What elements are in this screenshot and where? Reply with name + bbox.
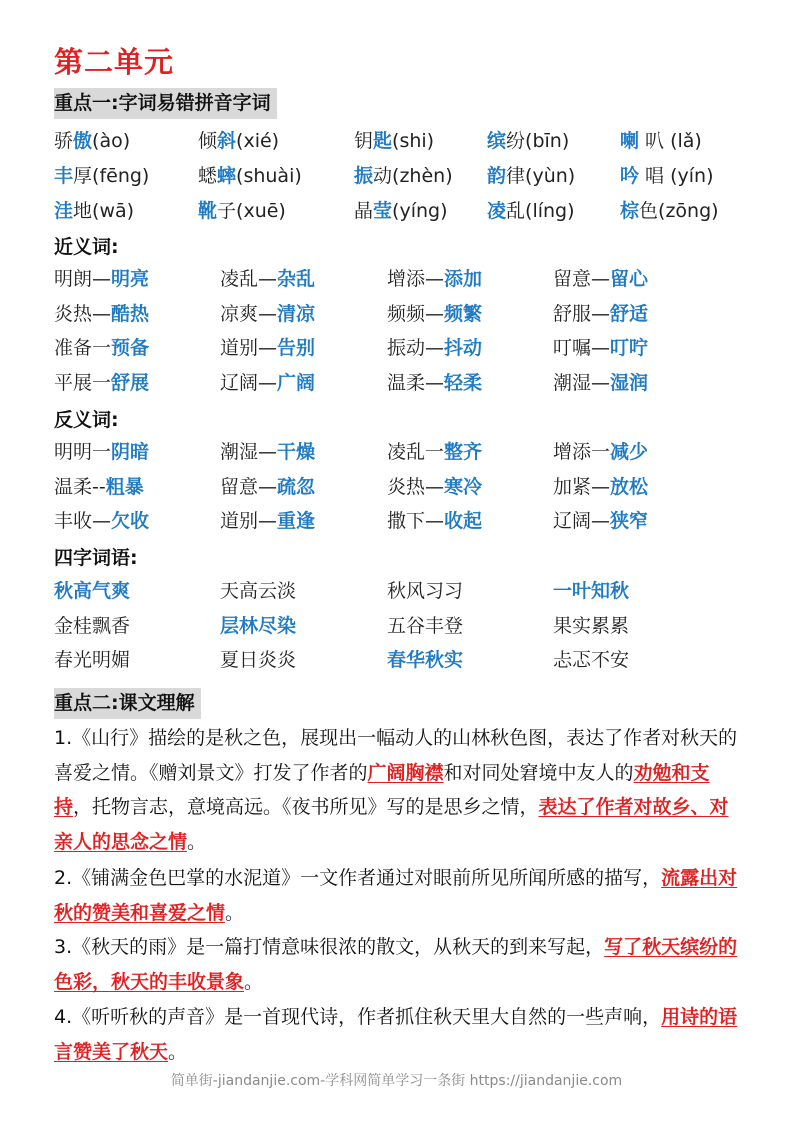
key-phrase: 流露出对秋的赞美和喜爱之情 <box>54 867 738 924</box>
synonym-pair <box>220 262 315 296</box>
base-word: 道别— <box>220 337 278 360</box>
pinyin-reading: (líng) <box>525 200 575 222</box>
synonym-row <box>0 331 793 365</box>
paragraph-1 <box>54 721 744 859</box>
pinyin-word <box>54 194 134 228</box>
synonym-pair <box>553 331 648 365</box>
pinyin-reading: (xié) <box>236 130 280 152</box>
idiom: 天高云淡 <box>220 580 297 602</box>
word-char: 蟋 <box>198 165 218 187</box>
idiom: 秋高气爽 <box>54 580 131 602</box>
highlighted-char: 凌 <box>487 200 507 222</box>
paired-word: 重逢 <box>277 510 316 533</box>
paired-word: 收起 <box>444 510 483 533</box>
paragraph-text: 和对同处窘境中友人的 <box>443 761 634 784</box>
idiom-row <box>0 643 793 677</box>
base-word: 炎热— <box>387 475 445 498</box>
paired-word: 干燥 <box>277 441 316 463</box>
pinyin-reading: (yùn) <box>525 165 576 187</box>
pinyin-reading: (ào) <box>92 130 131 152</box>
word-char: 地 <box>73 200 93 222</box>
base-word: 温柔— <box>387 371 445 394</box>
word-char: 律 <box>506 165 526 187</box>
highlighted-char: 吟 <box>620 165 640 187</box>
idiom: 忐忑不安 <box>553 649 630 672</box>
paired-word: 放松 <box>610 475 649 498</box>
synonyms-label: 近义词: <box>54 236 119 258</box>
base-word: 平展一 <box>54 371 112 394</box>
highlighted-char: 丰 <box>54 165 74 187</box>
antonym-row <box>0 504 793 538</box>
idiom: 春光明媚 <box>54 649 131 672</box>
base-word: 振动— <box>387 337 445 360</box>
paired-word: 杂乱 <box>277 268 316 290</box>
paired-word: 频繁 <box>444 302 483 325</box>
base-word: 辽阔— <box>220 371 278 394</box>
pinyin-reading: (shuài) <box>236 165 302 187</box>
idiom: 一叶知秋 <box>553 580 630 602</box>
base-word: 加紧— <box>553 475 611 498</box>
base-word: 叮嘱— <box>553 337 611 360</box>
base-word: 温柔-- <box>54 475 106 498</box>
synonym-pair <box>220 366 315 400</box>
synonym-pair <box>387 331 482 365</box>
base-word: 凌乱— <box>220 268 278 290</box>
pinyin-word <box>354 159 453 193</box>
pinyin-word <box>198 124 279 158</box>
pinyin-word <box>620 194 719 228</box>
paired-word: 粗暴 <box>105 475 144 498</box>
word-char: 子 <box>217 200 237 222</box>
footer-watermark-text: 简单街-jiandanjie.com-学科网简单学习一条街 https://jiandanjie.com <box>170 1073 623 1089</box>
base-word: 准备一 <box>54 337 112 360</box>
pinyin-reading: (yín) <box>664 165 714 187</box>
paired-word: 舒适 <box>610 302 649 325</box>
base-word: 留意— <box>553 268 611 290</box>
paired-word: 告别 <box>277 337 316 360</box>
antonym-pair <box>54 470 144 504</box>
pinyin-reading: (bīn) <box>525 130 570 152</box>
paragraph-text: 。 <box>225 901 245 924</box>
idiom-row <box>0 574 793 608</box>
base-word: 明朗— <box>54 268 112 290</box>
paired-word: 清凉 <box>277 302 316 325</box>
synonym-pair <box>54 331 149 365</box>
synonym-pair <box>54 297 149 331</box>
word-char: 乱 <box>506 200 526 222</box>
pinyin-word <box>620 159 714 193</box>
paragraph-4 <box>54 1000 744 1069</box>
synonym-pair <box>220 297 315 331</box>
antonym-pair <box>220 435 315 469</box>
idiom: 秋风习习 <box>387 580 464 602</box>
word-char: 钥 <box>354 130 374 152</box>
paragraph-3 <box>54 930 744 999</box>
highlighted-char: 韵 <box>487 165 507 187</box>
idiom: 金桂飘香 <box>54 614 131 637</box>
paired-word: 疏忽 <box>277 475 316 498</box>
pinyin-word <box>487 159 575 193</box>
highlighted-char: 靴 <box>198 200 218 222</box>
paired-word: 减少 <box>610 441 649 463</box>
antonym-pair <box>387 435 482 469</box>
paragraph-text: 3.《秋天的雨》是一篇打情意味很浓的散文，从秋天的到来写起， <box>54 936 605 958</box>
paired-word: 狭窄 <box>610 510 649 533</box>
paired-word: 舒展 <box>111 371 150 394</box>
paragraph-text: 。 <box>244 970 264 993</box>
idiom: 夏日炎炎 <box>220 649 297 672</box>
paired-word: 轻柔 <box>444 371 483 394</box>
pinyin-word <box>487 124 569 158</box>
paired-word: 留心 <box>610 268 649 290</box>
pinyin-row <box>0 194 793 228</box>
antonym-row <box>0 470 793 504</box>
highlighted-char: 蟀 <box>217 165 237 187</box>
highlighted-char: 洼 <box>54 200 74 222</box>
synonym-pair <box>220 331 315 365</box>
paragraph-text: 1.《山行》描绘的是秋之色，展现出一幅动人的山林秋色图，表达了作者对秋天的喜爱之情。《赠刘景文》打发了作者的 <box>54 727 738 784</box>
highlighted-char: 匙 <box>373 130 393 152</box>
base-word: 增添— <box>387 268 445 290</box>
key-phrase: 用诗的语言赞美了秋天 <box>54 1006 738 1063</box>
pinyin-word <box>198 159 302 193</box>
antonym-pair <box>220 504 315 538</box>
base-word: 舒服— <box>553 302 611 325</box>
base-word: 增添一 <box>553 441 611 463</box>
pinyin-reading: (lǎ) <box>664 130 702 152</box>
antonym-pair <box>387 504 482 538</box>
pinyin-word <box>354 124 434 158</box>
pinyin-reading: (fēng) <box>92 165 150 187</box>
paired-word: 湿润 <box>610 371 649 394</box>
antonym-row <box>0 435 793 469</box>
idiom: 五谷丰登 <box>387 614 464 637</box>
key-phrase: 劝勉和支持 <box>54 761 710 818</box>
synonym-pair <box>387 366 482 400</box>
word-char: 晶 <box>354 200 374 222</box>
paragraph-text: 2.《铺满金色巴掌的水泥道》一文作者通过对眼前所见所闻所感的描写， <box>54 867 662 889</box>
key-phrase: 写了秋天缤纷的色彩，秋天的丰收景象 <box>54 936 738 993</box>
antonym-pair <box>553 435 648 469</box>
synonym-pair <box>553 297 648 331</box>
base-word: 潮湿— <box>553 371 611 394</box>
idiom: 春华秋实 <box>387 649 464 672</box>
key-phrase: 表达了作者对故乡、对亲人的思念之情 <box>54 796 729 853</box>
word-char: 倾 <box>198 130 218 152</box>
base-word: 频频— <box>387 302 445 325</box>
paired-word: 欠收 <box>111 510 150 533</box>
highlighted-char: 莹 <box>373 200 393 222</box>
pinyin-reading: (shi) <box>392 130 435 152</box>
base-word: 凌乱一 <box>387 441 445 463</box>
word-char: 动 <box>373 165 393 187</box>
antonym-pair <box>553 470 648 504</box>
word-char: 叭 <box>639 130 665 152</box>
paired-word: 叮咛 <box>610 337 649 360</box>
pinyin-word <box>54 159 149 193</box>
paired-word: 明亮 <box>111 268 150 290</box>
idiom: 层林尽染 <box>220 614 297 637</box>
highlighted-char: 振 <box>354 165 374 187</box>
pinyin-reading: (yíng) <box>392 200 448 222</box>
antonym-pair <box>553 504 648 538</box>
unit-title: 第二单元 <box>54 45 175 79</box>
antonym-pair <box>54 435 149 469</box>
base-word: 道别— <box>220 510 278 533</box>
word-char: 唱 <box>639 165 665 187</box>
idiom-row <box>0 609 793 643</box>
paired-word: 寒冷 <box>444 475 483 498</box>
antonyms-label: 反义词: <box>54 409 119 431</box>
pinyin-word <box>54 124 130 158</box>
base-word: 炎热— <box>54 302 112 325</box>
word-char: 厚 <box>73 165 93 187</box>
paragraph-text: 4.《听听秋的声音》是一首现代诗，作者抓住秋天里大自然的一些声响， <box>54 1006 662 1028</box>
synonym-pair <box>387 297 482 331</box>
synonym-row <box>0 297 793 331</box>
pinyin-word <box>487 194 575 228</box>
paragraph-2 <box>54 861 744 930</box>
synonym-pair <box>54 262 149 296</box>
pinyin-row <box>0 124 793 158</box>
pinyin-reading: (xuē) <box>236 200 286 222</box>
section-heading-1: 重点一:字词易错拼音字词 <box>54 88 277 119</box>
paired-word: 酷热 <box>111 302 150 325</box>
paired-word: 整齐 <box>444 441 483 463</box>
word-char: 色 <box>639 200 659 222</box>
pinyin-word <box>354 194 447 228</box>
pinyin-word <box>620 124 702 158</box>
pinyin-word <box>198 194 286 228</box>
paragraph-text: 。 <box>187 830 207 853</box>
pinyin-reading: (zhèn) <box>392 165 453 187</box>
synonym-row <box>0 366 793 400</box>
paragraph-text: 。 <box>168 1040 188 1063</box>
base-word: 丰收— <box>54 510 112 533</box>
antonym-pair <box>387 470 482 504</box>
pinyin-reading: (zōng) <box>658 200 719 222</box>
paired-word: 抖动 <box>444 337 483 360</box>
idioms-label: 四字词语: <box>54 547 138 569</box>
highlighted-char: 斜 <box>217 130 237 152</box>
antonym-pair <box>54 504 149 538</box>
antonym-pair <box>220 470 315 504</box>
idiom: 果实累累 <box>553 614 630 637</box>
paired-word: 广阔 <box>277 371 316 394</box>
highlighted-char: 傲 <box>73 130 93 152</box>
base-word: 留意— <box>220 475 278 498</box>
base-word: 凉爽— <box>220 302 278 325</box>
base-word: 辽阔— <box>553 510 611 533</box>
paired-word: 预备 <box>111 337 150 360</box>
highlighted-char: 缤 <box>487 130 507 152</box>
synonym-row <box>0 262 793 296</box>
word-char: 骄 <box>54 130 74 152</box>
word-char: 纷 <box>506 130 526 152</box>
highlighted-char: 喇 <box>620 130 640 152</box>
base-word: 潮湿— <box>220 441 278 463</box>
base-word: 明明一 <box>54 441 112 463</box>
pinyin-reading: (wā) <box>92 200 135 222</box>
paired-word: 阴暗 <box>111 441 150 463</box>
synonym-pair <box>54 366 149 400</box>
pinyin-row <box>0 159 793 193</box>
base-word: 撒下— <box>387 510 445 533</box>
section-heading-2: 重点二:课文理解 <box>54 688 201 719</box>
synonym-pair <box>553 366 648 400</box>
synonym-pair <box>387 262 482 296</box>
synonym-pair <box>553 262 648 296</box>
paragraph-text: ，托物言志，意境高远。《夜书所见》写的是思乡之情， <box>73 796 539 818</box>
highlighted-char: 棕 <box>620 200 640 222</box>
paired-word: 添加 <box>444 268 483 290</box>
key-phrase: 广阔胸襟 <box>367 761 444 784</box>
